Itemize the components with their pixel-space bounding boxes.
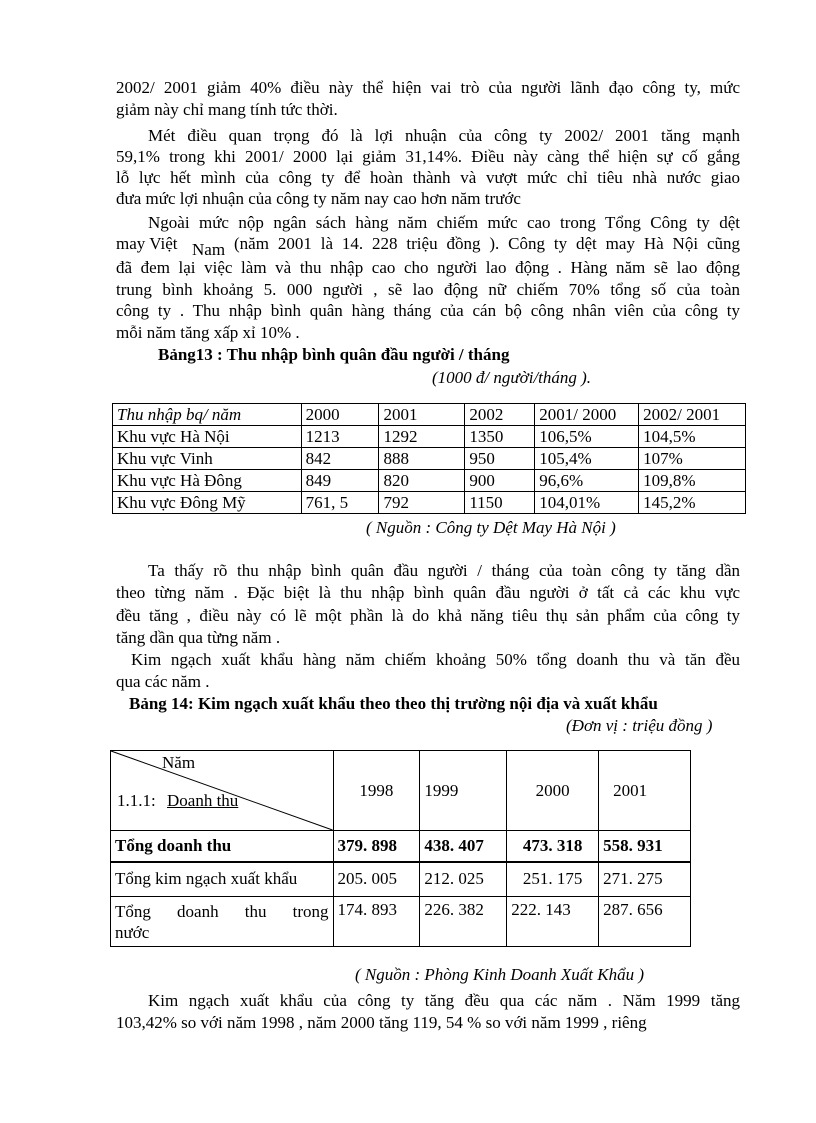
p3-line-3: đã đem lại việc làm và thu nhập cao cho người lao động . Hàng năm sẽ lao động [116, 258, 740, 277]
table13-cell: Khu vực Vinh [113, 448, 302, 470]
table14-row [111, 897, 691, 947]
table14-cell: 473. 318 [507, 831, 599, 862]
table14-row-label [111, 897, 334, 947]
table13-cell: 1350 [465, 426, 535, 448]
table13-cell: 109,8% [639, 470, 746, 492]
table13-header-cell: Thu nhập bq/ năm [113, 404, 302, 426]
table13-cell: 900 [465, 470, 535, 492]
table13-cell: 820 [379, 470, 465, 492]
table13-cell: Khu vực Hà Nội [113, 426, 302, 448]
p2-line-1: Mét điều quan trọng đó là lợi nhuận của công ty 2002/ 2001 tăng mạnh [148, 126, 740, 145]
table14-cell: 271. 275 [599, 862, 691, 897]
table13-cell: 105,4% [535, 448, 639, 470]
table13-cell: 888 [379, 448, 465, 470]
p3-line-6: mỗi năm tăng xấp xỉ 10% . [116, 323, 300, 342]
table13-header-row [113, 404, 746, 426]
table14-cell: 251. 175 [507, 862, 599, 897]
p4-line-3: đều tăng , điều này có lẽ một phần là do khả năng tiêu thụ sản phẩm của công ty [116, 606, 740, 625]
table13-cell: Khu vực Đông Mỹ [113, 492, 302, 514]
table14-header-row [111, 751, 691, 831]
table14-cell: 174. 893 [333, 897, 420, 947]
p2-line-2: 59,1% trong khi 2001/ 2000 lại giảm 31,14%. Điều này càng thể hiện sự cố gắng [116, 147, 740, 166]
table14-unit: (Đơn vị : triệu đồng ) [566, 716, 713, 735]
table14-corner-year-label: Năm [162, 753, 196, 772]
table13-header-cell: 2001 [379, 404, 465, 426]
p4-line-4: tăng dần qua từng năm . [116, 628, 281, 647]
table14-cell: 379. 898 [333, 831, 420, 862]
table14-year-cell: 1998 [333, 751, 420, 831]
p4-line-2: theo từng năm . Đặc biệt là thu nhập bình quân đầu người ở tất cả các khu vực [116, 583, 740, 602]
table13-header-cell: 2000 [301, 404, 379, 426]
table14-year-cell: 2001 [599, 751, 691, 831]
table13-title: Bảng13 : Thu nhập bình quân đầu người / tháng [158, 345, 510, 364]
table14-row-label-line-2: nước [115, 922, 150, 942]
table14-cell: 222. 143 [507, 897, 599, 947]
table14-row-label: Tổng kim ngạch xuất khẩu [111, 862, 334, 897]
table13-cell: 104,5% [639, 426, 746, 448]
table13-cell: 107% [639, 448, 746, 470]
table13-row [113, 470, 746, 492]
table13-cell: 104,01% [535, 492, 639, 514]
table14-corner-cell [111, 751, 334, 831]
table14-cell: 226. 382 [420, 897, 507, 947]
table14-row-label-line-1: Tổng doanh thu trong [115, 901, 329, 921]
table13-cell: 950 [465, 448, 535, 470]
p3-line-4: trung bình khoảng 5. 000 người , sẽ lao động nữ chiếm 70% tổng số của toàn [116, 280, 740, 299]
table13 [112, 403, 746, 514]
table13-cell: 842 [301, 448, 379, 470]
table14-source: ( Nguồn : Phòng Kinh Doanh Xuất Khẩu ) [355, 965, 644, 984]
p3-line-1: Ngoài mức nộp ngân sách hàng năm chiếm mức cao trong Tổng Công ty dệt [148, 213, 740, 232]
table13-unit: (1000 đ/ người/tháng ). [432, 368, 592, 387]
p3-line-5: công ty . Thu nhập bình quân hàng tháng của cán bộ công nhân viên của công ty [116, 301, 740, 320]
table13-header-cell: 2002/ 2001 [639, 404, 746, 426]
table14-cell: 438. 407 [420, 831, 507, 862]
table14-row [111, 831, 691, 862]
table14-row [111, 862, 691, 897]
table14-cell: 558. 931 [599, 831, 691, 862]
table13-cell: Khu vực Hà Đông [113, 470, 302, 492]
p4-line-1: Ta thấy rõ thu nhập bình quân đầu người / tháng của toàn công ty tăng dần [148, 561, 740, 580]
p6-line-2: 103,42% so với năm 1998 , năm 2000 tăng 119, 54 % so với năm 1999 , riêng [116, 1013, 647, 1032]
table14-corner-prefix: 1.1.1: [117, 791, 156, 810]
p3-line-2c: (năm 2001 là 14. 228 triệu đồng ). Công ty dệt may Hà Nội cũng [234, 234, 740, 253]
p2-line-4: đưa mức lợi nhuận của công ty năm nay cao hơn năm trước [116, 189, 521, 208]
p5-line-1: Kim ngạch xuất khẩu hàng năm chiếm khoảng 50% tổng doanh thu và tăn đều [131, 650, 740, 669]
table13-cell: 849 [301, 470, 379, 492]
table13-cell: 145,2% [639, 492, 746, 514]
table13-cell: 1213 [301, 426, 379, 448]
table13-source: ( Nguồn : Công ty Dệt May Hà Nội ) [366, 518, 616, 537]
table13-cell: 96,6% [535, 470, 639, 492]
table13-cell: 1150 [465, 492, 535, 514]
table14-cell: 205. 005 [333, 862, 420, 897]
table13-cell: 792 [379, 492, 465, 514]
p3-line-2a: may Việt [116, 234, 178, 253]
table13-cell: 1292 [379, 426, 465, 448]
table14-year-cell: 1999 [420, 751, 507, 831]
p2-line-3: lỗ lực hết mình của công ty để hoàn thành và vượt mức chỉ tiêu nhà nước giao [116, 168, 740, 187]
p5-line-2: qua các năm . [116, 672, 210, 691]
table14 [110, 750, 691, 947]
table13-row [113, 492, 746, 514]
table14-row-label: Tổng doanh thu [111, 831, 334, 862]
table14-year-cell: 2000 [507, 751, 599, 831]
table14-corner-revenue-label: Doanh thu [167, 791, 239, 810]
table13-cell: 106,5% [535, 426, 639, 448]
table14-cell: 212. 025 [420, 862, 507, 897]
p3-line-2b: Nam [192, 240, 226, 259]
table13-header-cell: 2001/ 2000 [535, 404, 639, 426]
table13-cell: 761, 5 [301, 492, 379, 514]
table14-cell: 287. 656 [599, 897, 691, 947]
p6-line-1: Kim ngạch xuất khẩu của công ty tăng đều qua các năm . Năm 1999 tăng [148, 991, 740, 1010]
p1-line-2: giảm này chỉ mang tính tức thời. [116, 100, 338, 119]
table14-title: Bảng 14: Kim ngạch xuất khẩu theo theo thị trường nội địa và xuất khẩu [129, 694, 658, 713]
table13-row [113, 426, 746, 448]
p1-line-1: 2002/ 2001 giảm 40% điều này thể hiện vai trò của người lãnh đạo công ty, mức [116, 78, 740, 97]
table13-row [113, 448, 746, 470]
table13-header-cell: 2002 [465, 404, 535, 426]
